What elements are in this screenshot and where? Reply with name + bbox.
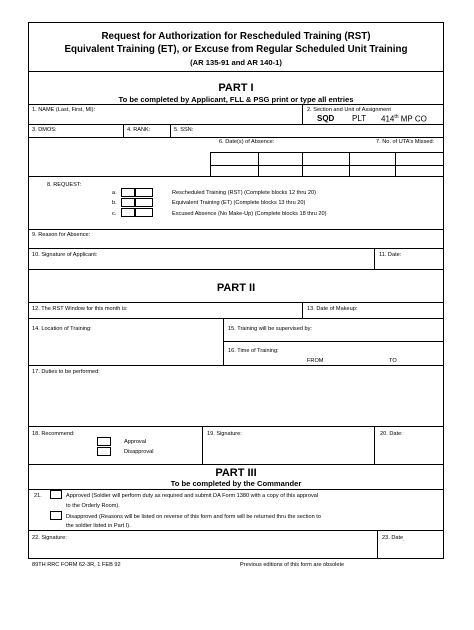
date-grid-line bbox=[210, 152, 211, 176]
commander-date-label bbox=[382, 535, 405, 544]
date-grid-line bbox=[210, 152, 444, 153]
divider bbox=[28, 426, 444, 427]
divider bbox=[374, 426, 375, 464]
divider bbox=[28, 464, 444, 465]
part2-heading: PART II bbox=[216, 282, 256, 294]
unit-name: MP CO bbox=[400, 114, 427, 124]
request-option-b-letter: b. bbox=[112, 200, 117, 206]
date-grid-line bbox=[349, 152, 350, 176]
request-option-b-checkbox[interactable] bbox=[135, 198, 153, 207]
commander-date-label-text: 23. Date bbox=[382, 535, 404, 541]
divider bbox=[28, 104, 444, 105]
time-to-label: TO bbox=[389, 358, 397, 364]
divider bbox=[28, 365, 444, 366]
disapproval-checkbox[interactable] bbox=[97, 447, 111, 456]
obsolete-notice: Previous editions of this form are obsolete bbox=[240, 562, 345, 568]
section-value-plt: PLT bbox=[352, 114, 367, 123]
recommender-date-label: 20. Date: bbox=[380, 431, 403, 437]
duties-label: 17. Duties to be performed: bbox=[32, 369, 100, 375]
makeup-date-label: 13. Date of Makeup: bbox=[307, 306, 358, 312]
divider bbox=[28, 302, 444, 303]
divider bbox=[28, 176, 444, 177]
section-value-sqd: SQD bbox=[317, 114, 335, 123]
form-title-line2: Equivalent Training (ET), or Excuse from Regular Scheduled Unit Training bbox=[64, 44, 408, 55]
form-id: 89TH RRC FORM 62-3R, 1 FEB 92 bbox=[32, 562, 121, 568]
recommender-signature-label: 19. Signature: bbox=[207, 431, 242, 437]
request-option-c-text: Excused Absence (No Make-Up) (Complete blocks 18 thru 20) bbox=[172, 211, 327, 217]
name-label: 1. NAME (Last, First, MI): bbox=[32, 107, 96, 113]
applicant-date-label: 11. Date: bbox=[379, 252, 402, 258]
divider bbox=[28, 269, 444, 270]
commander-date-label-suffix: . bbox=[403, 537, 405, 544]
divider bbox=[170, 124, 171, 138]
dates-of-absence-label: 6. Date(s) of Absence: bbox=[219, 139, 275, 145]
divider bbox=[28, 318, 444, 319]
request-option-a-checkbox[interactable] bbox=[135, 188, 153, 197]
divider bbox=[302, 302, 303, 318]
training-time-label: 16. Time of Training: bbox=[228, 348, 279, 354]
date-grid-line bbox=[395, 152, 396, 176]
divider bbox=[28, 124, 444, 125]
request-option-b-box-left[interactable] bbox=[121, 198, 135, 207]
divider bbox=[28, 137, 444, 138]
request-option-c-letter: c. bbox=[112, 211, 117, 217]
date-grid-line bbox=[210, 165, 444, 166]
request-option-a-letter: a. bbox=[112, 190, 117, 196]
disapproved-text-line1: Disapproved (Reasons will be listed on reverse of this form and form will be returned thru the section to bbox=[66, 514, 321, 520]
applicant-signature-label: 10. Signature of Applicant: bbox=[32, 252, 98, 258]
divider bbox=[374, 248, 375, 269]
disapproval-label: Disapproval bbox=[124, 449, 154, 455]
divider bbox=[202, 426, 203, 464]
form-title-line3: (AR 135-91 and AR 140-1) bbox=[190, 58, 282, 67]
recommend-label: 18. Recommend: bbox=[32, 431, 75, 437]
approved-text-line2: to the Orderly Room). bbox=[66, 503, 120, 509]
utas-missed-label: 7. No. of UTA's Missed: bbox=[376, 139, 435, 145]
reason-label: 9. Reason for Absence: bbox=[32, 232, 91, 238]
section-value-unit bbox=[381, 114, 427, 124]
approval-label: Approval bbox=[124, 439, 147, 445]
divider bbox=[28, 229, 444, 230]
divider bbox=[28, 489, 444, 490]
dmos-label: 3. DMOS: bbox=[32, 127, 57, 133]
divider bbox=[28, 530, 444, 531]
disapproved-text-line2: the soldier listed in Part I). bbox=[66, 523, 131, 529]
item-21-label: 21. bbox=[34, 493, 42, 499]
date-grid-line bbox=[258, 152, 259, 176]
request-option-c-box-left[interactable] bbox=[121, 208, 135, 217]
form-title-line1: Request for Authorization for Rescheduled Training (RST) bbox=[101, 31, 371, 42]
divider bbox=[302, 104, 303, 125]
approval-checkbox[interactable] bbox=[97, 437, 111, 446]
approved-text-line1: Approved (Soldier will perform duty as required and submit DA Form 1380 with a copy of this approval bbox=[66, 493, 319, 499]
commander-approved-checkbox[interactable] bbox=[50, 490, 62, 499]
divider bbox=[377, 530, 378, 559]
request-option-c-checkbox[interactable] bbox=[135, 208, 153, 217]
divider bbox=[28, 248, 444, 249]
rst-window-label: 12. The RST Window for this month is: bbox=[32, 306, 128, 312]
part3-subheading: To be completed by the Commander bbox=[170, 479, 302, 488]
request-label: 8. REQUEST: bbox=[47, 182, 82, 188]
request-option-a-text: Rescheduled Training (RST) (Complete blocks 12 thru 20) bbox=[172, 190, 316, 196]
rank-label: 4. RANK: bbox=[127, 127, 151, 133]
part3-heading: PART III bbox=[215, 467, 257, 479]
section-label: 2. Section and Unit of Assignment bbox=[307, 107, 391, 113]
divider bbox=[123, 124, 124, 138]
divider bbox=[223, 341, 444, 342]
supervisor-label: 15. Training will be supervised by: bbox=[228, 326, 312, 332]
time-from-label: FROM bbox=[307, 358, 324, 364]
request-option-a-box-left[interactable] bbox=[121, 188, 135, 197]
commander-disapproved-checkbox[interactable] bbox=[50, 511, 62, 520]
ssn-label: 5. SSN: bbox=[174, 127, 194, 133]
training-location-label: 14. Location of Training: bbox=[32, 326, 92, 332]
request-option-b-text: Equivalent Training (ET) (Complete blocks 13 thru 20) bbox=[172, 200, 306, 206]
divider bbox=[28, 71, 444, 72]
unit-number: 414 bbox=[381, 114, 395, 124]
commander-signature-label: 22. Signature: bbox=[32, 535, 67, 541]
unit-number-suffix: th bbox=[394, 114, 399, 120]
part1-subheading: To be completed by Applicant, FLL & PSG print or type all entries bbox=[118, 95, 354, 104]
part1-heading: PART I bbox=[218, 82, 254, 94]
date-grid-line bbox=[302, 152, 303, 176]
